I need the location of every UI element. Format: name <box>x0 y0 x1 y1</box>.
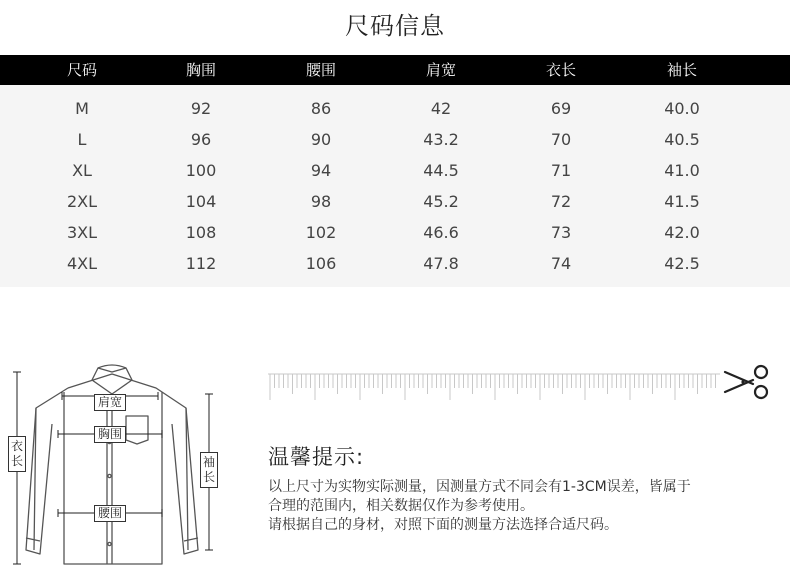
table-cell: 104 <box>185 192 217 211</box>
table-cell: 92 <box>190 99 212 118</box>
table-cell: 46.6 <box>423 223 459 242</box>
table-cell: 96 <box>190 130 212 149</box>
header-waist: 腰围 <box>305 61 336 79</box>
table-cell: XL <box>72 161 92 180</box>
table-row <box>0 93 790 124</box>
table-cell: 74 <box>550 254 572 273</box>
table-cell: 41.5 <box>664 192 700 211</box>
waist-label: 腰围 <box>94 505 126 522</box>
shirt-measurement-diagram <box>8 350 228 566</box>
table-cell: 73 <box>550 223 572 242</box>
tips-line: 以上尺寸为实物实际测量，因测量方式不同会有1-3CM误差，皆属于 <box>268 479 691 495</box>
table-cell: 112 <box>185 254 217 273</box>
length-label: 衣长 <box>8 436 26 472</box>
header-shoulder: 肩宽 <box>425 61 456 79</box>
table-cell: 40.0 <box>664 99 700 118</box>
table-cell: 72 <box>550 192 572 211</box>
tips-line: 合理的范围内，相关数据仅作为参考使用。 <box>268 498 534 514</box>
table-cell: 70 <box>550 130 572 149</box>
sleeve-label: 袖长 <box>200 452 218 488</box>
table-cell: 42.0 <box>664 223 700 242</box>
table-cell: 94 <box>310 161 332 180</box>
table-row <box>0 248 790 279</box>
table-row <box>0 186 790 217</box>
ruler-icon <box>268 362 778 406</box>
table-cell: 98 <box>310 192 332 211</box>
page-title: 尺码信息 <box>345 12 445 40</box>
shoulder-label: 肩宽 <box>94 394 126 411</box>
header-length: 衣长 <box>545 61 576 79</box>
tips-title: 温馨提示: <box>268 445 365 469</box>
table-cell: 42 <box>430 99 452 118</box>
table-cell: 86 <box>310 99 332 118</box>
table-cell: 71 <box>550 161 572 180</box>
table-cell: L <box>77 130 87 149</box>
table-row <box>0 124 790 155</box>
table-row <box>0 155 790 186</box>
shirt-icon <box>8 350 228 566</box>
tips-text <box>268 478 768 535</box>
chest-label: 胸围 <box>94 426 126 443</box>
table-cell: 69 <box>550 99 572 118</box>
table-cell: 90 <box>310 130 332 149</box>
table-cell: 100 <box>185 161 217 180</box>
table-cell: 43.2 <box>423 130 459 149</box>
table-cell: 45.2 <box>423 192 459 211</box>
table-cell: 2XL <box>66 192 98 211</box>
size-table <box>0 55 790 287</box>
table-row <box>0 217 790 248</box>
table-cell: 47.8 <box>423 254 459 273</box>
header-chest: 胸围 <box>185 61 216 79</box>
header-size: 尺码 <box>66 61 97 79</box>
tips-line: 请根据自己的身材，对照下面的测量方法选择合适尺码。 <box>268 517 618 533</box>
table-cell: 3XL <box>66 223 98 242</box>
table-cell: M <box>75 99 89 118</box>
table-header <box>0 55 790 85</box>
header-sleeve: 袖长 <box>666 61 697 79</box>
table-cell: 106 <box>305 254 337 273</box>
table-cell: 102 <box>305 223 337 242</box>
table-cell: 44.5 <box>423 161 459 180</box>
table-cell: 4XL <box>66 254 98 273</box>
table-cell: 108 <box>185 223 217 242</box>
ruler-decoration <box>268 362 778 406</box>
scissors-icon <box>723 362 773 402</box>
table-cell: 42.5 <box>664 254 700 273</box>
table-cell: 41.0 <box>664 161 700 180</box>
table-cell: 40.5 <box>664 130 700 149</box>
